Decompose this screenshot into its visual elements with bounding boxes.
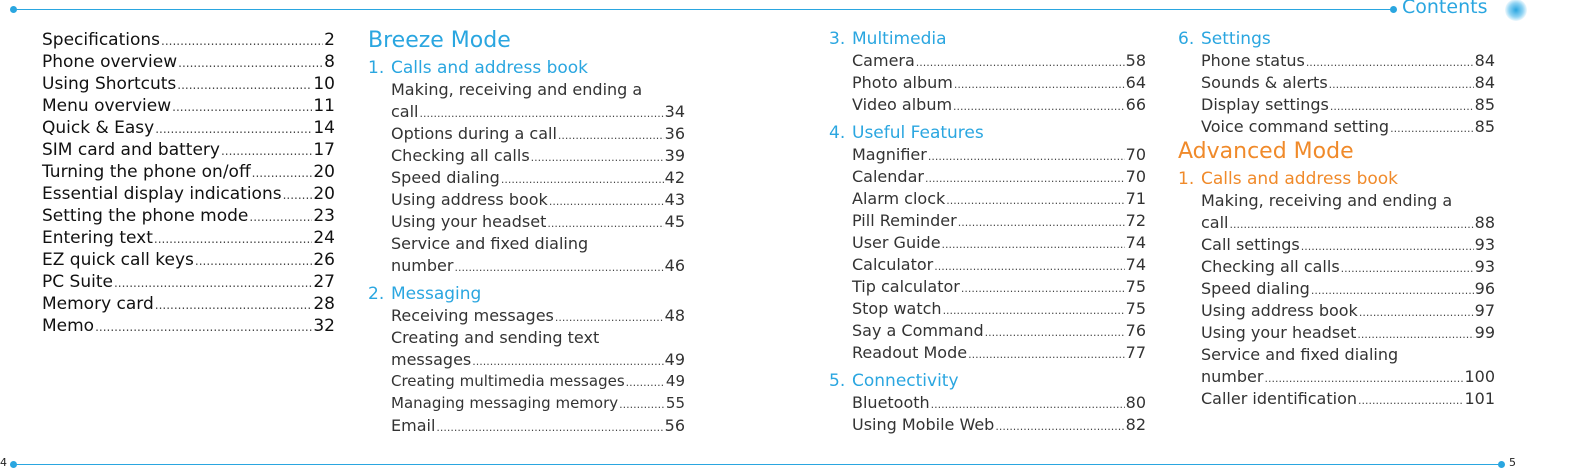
toc-entry[interactable]: Speed dialing ..... 42 <box>391 168 685 190</box>
toc-entry[interactable]: Quick & Easy ..... 14 <box>42 118 335 140</box>
page-title: Contents <box>1402 0 1488 18</box>
toc-entry[interactable]: Using your headset ..... 99 <box>1201 323 1495 345</box>
toc-entry[interactable]: PC Suite ..... 27 <box>42 272 335 294</box>
breeze-mode-column-continued <box>829 29 1146 437</box>
toc-entry[interactable]: number ..... 100 <box>1201 367 1495 389</box>
toc-entry[interactable]: Using address book ..... 43 <box>391 190 685 212</box>
toc-entry[interactable]: SIM card and battery ..... 17 <box>42 140 335 162</box>
toc-entry[interactable]: Say a Command ..... 76 <box>852 321 1146 343</box>
toc-entry[interactable]: Readout Mode ..... 77 <box>852 343 1146 365</box>
header-rule <box>14 9 1394 10</box>
toc-entry[interactable]: Entering text ..... 24 <box>42 228 335 250</box>
toc-entry[interactable]: Specifications ..... 2 <box>42 30 335 52</box>
toc-entry[interactable]: Camera ..... 58 <box>852 51 1146 73</box>
toc-entry[interactable]: User Guide ..... 74 <box>852 233 1146 255</box>
section-heading: 6. Settings <box>1178 29 1271 49</box>
toc-entry[interactable]: Bluetooth ..... 80 <box>852 393 1146 415</box>
settings-and-advanced-column <box>1178 29 1495 411</box>
page-number-right: 5 <box>1509 456 1516 469</box>
toc-entry[interactable]: Using address book ..... 97 <box>1201 301 1495 323</box>
toc-entry[interactable]: Caller identification ..... 101 <box>1201 389 1495 411</box>
page-number-left: 4 <box>0 456 7 469</box>
section-heading: 3. Multimedia <box>829 29 947 49</box>
toc-entry[interactable]: Phone overview ..... 8 <box>42 52 335 74</box>
toc-entry[interactable]: Tip calculator ..... 75 <box>852 277 1146 299</box>
toc-entry-line: Making, receiving and ending a <box>391 80 643 99</box>
toc-entry[interactable]: Alarm clock ..... 71 <box>852 189 1146 211</box>
breeze-mode-heading: Breeze Mode <box>368 28 511 53</box>
toc-entry[interactable]: Essential display indications ..... 20 <box>42 184 335 206</box>
footer-dot-right <box>1498 461 1505 468</box>
toc-entry[interactable]: call ..... 34 <box>391 102 685 124</box>
general-contents-list <box>42 30 335 338</box>
toc-entry[interactable]: Email ..... 56 <box>391 416 685 438</box>
section-heading: 1. Calls and address book <box>368 58 589 78</box>
toc-entry-line: Service and fixed dialing <box>1201 345 1399 364</box>
toc-entry[interactable]: Setting the phone mode ..... 23 <box>42 206 335 228</box>
toc-entry[interactable]: Memo ..... 32 <box>42 316 335 338</box>
header-dot-right <box>1390 6 1397 13</box>
section-heading: 2. Messaging <box>368 284 482 304</box>
section-heading: 1. Calls and address book <box>1178 169 1399 189</box>
toc-entry[interactable]: Menu overview ..... 11 <box>42 96 335 118</box>
toc-entry-line: Creating and sending text <box>391 328 600 347</box>
footer-rule <box>14 464 1504 465</box>
toc-entry[interactable]: Speed dialing ..... 96 <box>1201 279 1495 301</box>
toc-entry[interactable]: Using Mobile Web ..... 82 <box>852 415 1146 437</box>
toc-entry[interactable]: number ..... 46 <box>391 256 685 278</box>
footer-dot-left <box>10 461 17 468</box>
toc-entry[interactable]: Turning the phone on/off ..... 20 <box>42 162 335 184</box>
toc-entry[interactable]: Creating multimedia messages ..... 49 <box>391 372 685 394</box>
header-dot-left <box>10 6 17 13</box>
toc-entry[interactable]: Magnifier ..... 70 <box>852 145 1146 167</box>
toc-entry[interactable]: Options during a call ..... 36 <box>391 124 685 146</box>
toc-entry[interactable]: Checking all calls ..... 93 <box>1201 257 1495 279</box>
toc-entry[interactable]: Checking all calls ..... 39 <box>391 146 685 168</box>
toc-entry[interactable]: call ..... 88 <box>1201 213 1495 235</box>
toc-entry[interactable]: Using your headset ..... 45 <box>391 212 685 234</box>
toc-entry-line: Making, receiving and ending a <box>1201 191 1453 210</box>
toc-entry[interactable]: Calendar ..... 70 <box>852 167 1146 189</box>
toc-entry[interactable]: Photo album ..... 64 <box>852 73 1146 95</box>
advanced-mode-heading: Advanced Mode <box>1178 139 1354 164</box>
toc-entry-line: Service and fixed dialing <box>391 234 589 253</box>
toc-entry[interactable]: messages ..... 49 <box>391 350 685 372</box>
toc-entry[interactable]: Using Shortcuts ..... 10 <box>42 74 335 96</box>
section-heading: 4. Useful Features <box>829 123 984 143</box>
toc-entry[interactable]: Managing messaging memory ..... 55 <box>391 394 685 416</box>
toc-entry[interactable]: Receiving messages ..... 48 <box>391 306 685 328</box>
section-heading: 5. Connectivity <box>829 371 959 391</box>
toc-entry[interactable]: Video album ..... 66 <box>852 95 1146 117</box>
toc-entry[interactable]: Calculator ..... 74 <box>852 255 1146 277</box>
toc-entry[interactable]: Sounds & alerts ..... 84 <box>1201 73 1495 95</box>
toc-entry[interactable]: Voice command setting ..... 85 <box>1201 117 1495 139</box>
toc-entry[interactable]: Call settings ..... 93 <box>1201 235 1495 257</box>
toc-entry[interactable]: Stop watch ..... 75 <box>852 299 1146 321</box>
toc-entry[interactable]: Pill Reminder ..... 72 <box>852 211 1146 233</box>
orb-icon <box>1505 0 1527 21</box>
toc-entry[interactable]: Memory card ..... 28 <box>42 294 335 316</box>
toc-entry[interactable]: Display settings ..... 85 <box>1201 95 1495 117</box>
toc-entry[interactable]: EZ quick call keys ..... 26 <box>42 250 335 272</box>
toc-entry[interactable]: Phone status ..... 84 <box>1201 51 1495 73</box>
breeze-mode-column <box>368 28 685 438</box>
